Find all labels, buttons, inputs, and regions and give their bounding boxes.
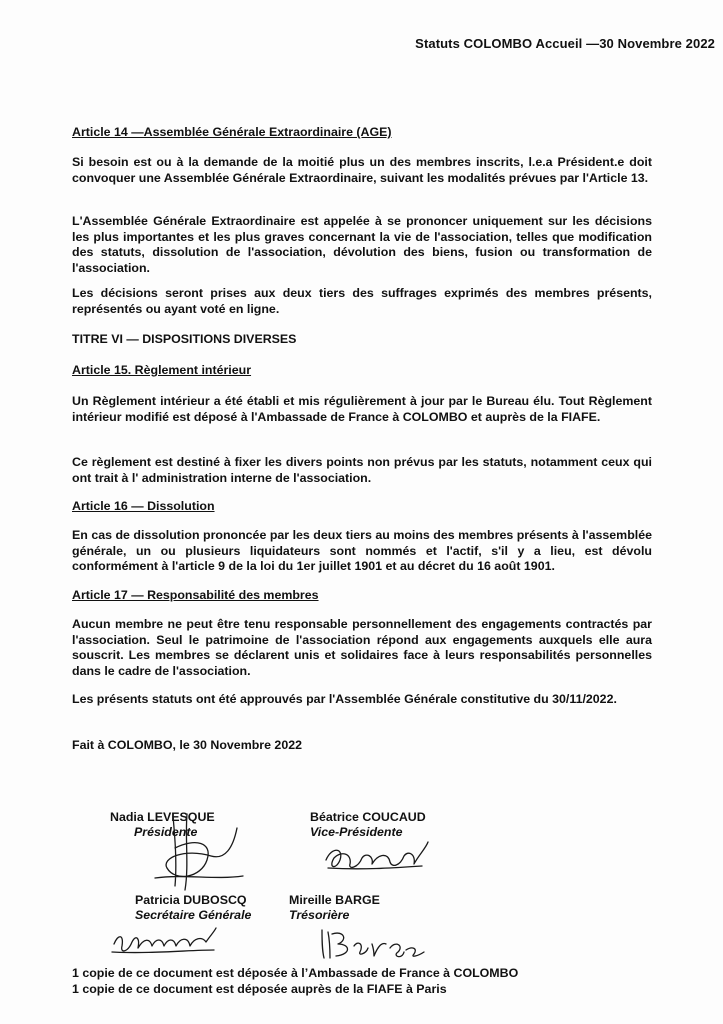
page-header: Statuts COLOMBO Accueil —30 Novembre 2022	[415, 36, 715, 51]
secretary-signature	[110, 924, 220, 960]
article-16-paragraph-1: En cas de dissolution prononcée par les deux tiers au moins des membres présents à l'assemblée générale, un ou plusieurs liquidateurs sont nommés et l'actif, s'il y a lieu, est dévolu conformément à l'article 9 de la loi du 1er juillet 1901 et au décret du 16 août 1901.	[72, 528, 652, 574]
signatory-role: Trésorière	[289, 908, 350, 922]
signatory-role: Vice-Présidente	[310, 825, 403, 839]
signatory-name: Nadia LEVESQUE	[110, 810, 215, 824]
president-signature	[115, 808, 245, 898]
article-15-paragraph-2: Ce règlement est destiné à fixer les divers points non prévus par les statuts, notamment ceux qui ont trait à l' administration interne de l'association.	[72, 455, 652, 485]
article-16-heading: Article 16 — Dissolution	[72, 499, 215, 513]
article-15-paragraph-1: Un Règlement intérieur a été établi et mis régulièrement à jour par le Bureau élu. Tout Règlement intérieur modifié est déposé à l'Ambassade de France à COLOMBO et auprès de la FIAFE.	[72, 394, 652, 424]
signatory-role: Présidente	[134, 825, 198, 839]
signatory-secretary	[135, 893, 251, 923]
footer-copy-line-1: 1 copie de ce document est déposée à l’Ambassade de France à COLOMBO	[72, 966, 519, 980]
signatory-vice-president	[310, 810, 426, 840]
signatory-name: Béatrice COUCAUD	[310, 810, 426, 824]
treasurer-signature	[318, 926, 428, 962]
signatory-name: Patricia DUBOSCQ	[135, 893, 247, 907]
vice-president-signature	[322, 838, 432, 878]
article-14-paragraph-1: Si besoin est ou à la demande de la moitié plus un des membres inscrits, l.e.a Président.e doit convoquer une Assemblée Générale Extraordinaire, suivant les modalités prévues par l'Article 13.	[72, 155, 652, 185]
article-14-heading: Article 14 —Assemblée Générale Extraordinaire (AGE)	[72, 125, 392, 139]
article-17-heading: Article 17 — Responsabilité des membres	[72, 588, 319, 602]
article-15-heading: Article 15. Règlement intérieur	[72, 363, 252, 377]
signatory-name: Mireille BARGE	[289, 893, 380, 907]
titre-vi-heading: TITRE VI — DISPOSITIONS DIVERSES	[72, 332, 297, 346]
footer-copy-line-2: 1 copie de ce document est déposée auprès de la FIAFE à Paris	[72, 982, 447, 996]
article-14-paragraph-3: Les décisions seront prises aux deux tiers des suffrages exprimés des membres présents, représentés ou ayant voté en ligne.	[72, 286, 652, 316]
article-17-paragraph-2: Les présents statuts ont été approuvés par l'Assemblée Générale constitutive du 30/11/2022.	[72, 692, 617, 706]
article-17-paragraph-1: Aucun membre ne peut être tenu responsable personnellement des engagements contractés par l'association. Seul le patrimoine de l'association répond aux engagements auxquels elle aura souscrit. Les membres se déclarent unis et solidaires face à leurs responsabilités personnelles dans le cadre de l'association.	[72, 617, 652, 678]
place-date: Fait à COLOMBO, le 30 Novembre 2022	[72, 738, 302, 752]
signatory-role: Secrétaire Générale	[135, 908, 252, 922]
signatory-treasurer	[289, 893, 380, 923]
article-14-paragraph-2: L'Assemblée Générale Extraordinaire est appelée à se prononcer uniquement sur les décisions les plus importantes et les plus graves concernant la vie de l'association, telles que modification des statuts, dissolution de l'association, dévolution des biens, fusion ou transformation de l'association.	[72, 214, 652, 275]
